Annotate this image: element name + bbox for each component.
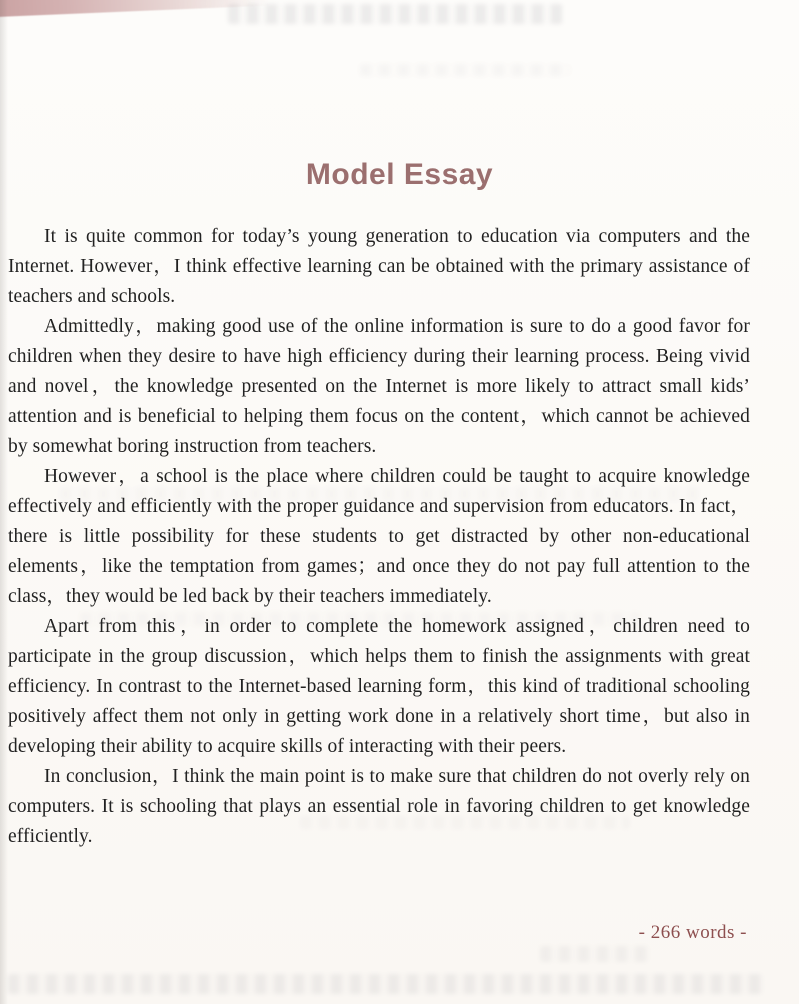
essay-paragraph-4: Apart from this，in order to complete the homework assigned，children need to participate in the group discussion，which helps them to finish the assignments with great efficiency. In contrast to the Internet-based learning form，this kind of traditional schooling positively affect them not only in getting work done in a relatively short time，but also in developing their ability to acquire skills of interacting with their peers. — [8, 616, 750, 757]
bleed-through-top-2 — [360, 64, 570, 76]
word-count: - 266 words - — [638, 922, 747, 943]
bleed-through-top — [228, 4, 563, 24]
bleed-through-stamp — [540, 946, 650, 962]
essay-paragraph-5: In conclusion，I think the main point is to make sure that children do not overly rely on computers. It is schooling that plays an essential role in favoring children to get knowledge efficiently. — [8, 766, 750, 847]
essay-paragraph-3: However，a school is the place where children could be taught to acquire knowledge effectively and efficiently with the proper guidance and supervision from educators. In fact，there is little possibility for these students to get distracted by other non-educational elements，like the temptation from games；and once they do not pay full attention to the class，they would be led back by their teachers immediately. — [8, 466, 750, 607]
bleed-through-bottom — [8, 974, 764, 994]
scan-shadow-left — [0, 0, 8, 1004]
essay-title: Model Essay — [305, 158, 494, 191]
essay-body — [8, 222, 750, 852]
essay-paragraph-1: It is quite common for today’s young generation to education via computers and the Internet. However，I think effective learning can be obtained with the primary assistance of teachers and schools. — [8, 226, 750, 307]
essay-paragraph-2: Admittedly，making good use of the online information is sure to do a good favor for children when they desire to have high efficiency during their learning process. Being vivid and novel，the knowledge presented on the Internet is more likely to attract small kids’ attention and is beneficial to helping them focus on the content，which cannot be achieved by somewhat boring instruction from teachers. — [8, 316, 750, 457]
